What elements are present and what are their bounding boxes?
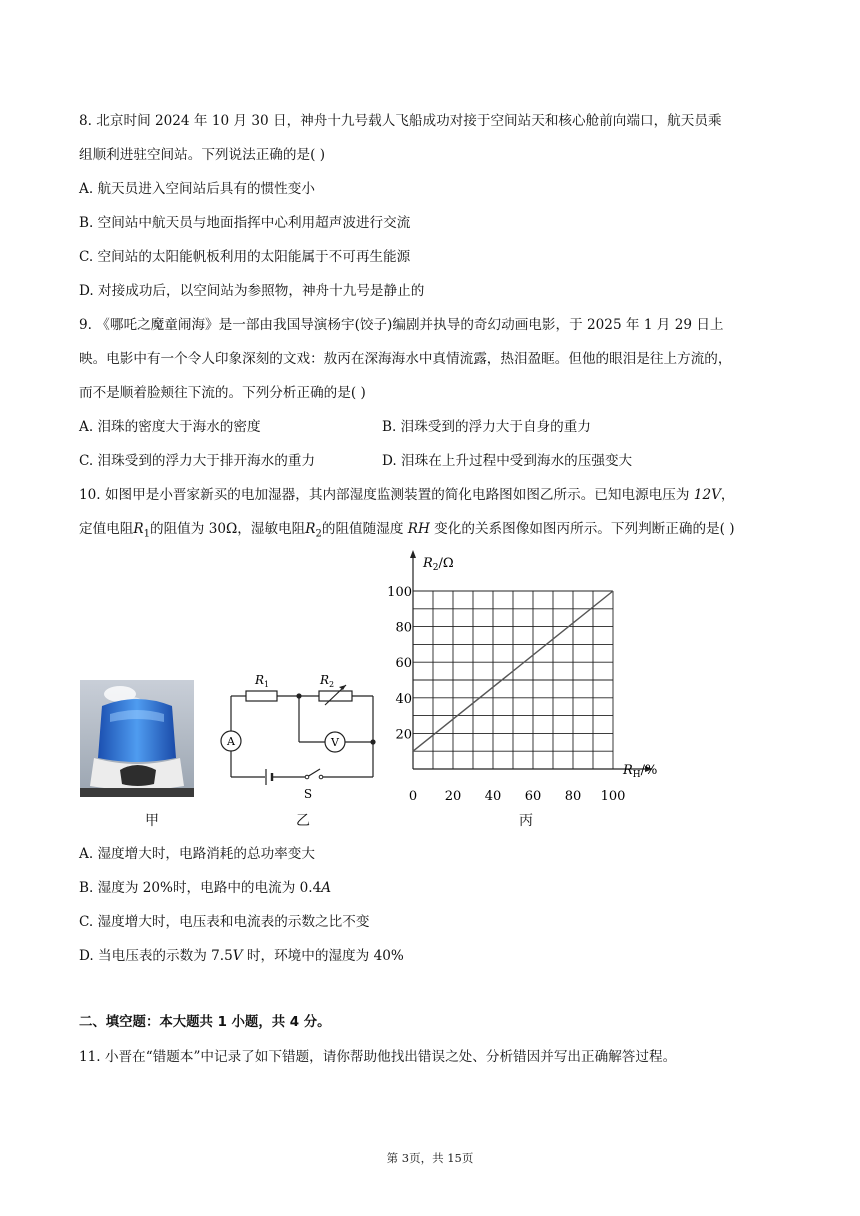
y-tick-label: 100 xyxy=(387,585,412,600)
q8-option-b: B. 空间站中航天员与地面指挥中心利用超声波进行交流 xyxy=(79,215,411,231)
voltmeter-label: V xyxy=(331,736,339,749)
q8-option-d: D. 对接成功后，以空间站为参照物，神舟十九号是静止的 xyxy=(79,283,425,299)
x-axis-label: $R_H/\%$ xyxy=(623,763,658,780)
q10-option-a: A. 湿度增大时，电路消耗的总功率变大 xyxy=(79,846,315,862)
q10-stem-line2: 定值电阻$R_1$的阻值为 30Ω，湿敏电阻$R_2$的阻值随湿度 RH 变化的关系图像如图丙所示。下列判断正确的是( ) xyxy=(79,521,735,540)
y-axis-label: $R_2/\Omega$ xyxy=(423,556,454,573)
chart-axes xyxy=(410,550,653,772)
q9-option-d: D. 泪珠在上升过程中受到海水的压强变大 xyxy=(382,453,633,469)
q10-option-d: D. 当电压表的示数为 7.5V 时，环境中的湿度为 40% xyxy=(79,948,404,964)
q9-option-c: C. 泪珠受到的浮力大于排开海水的重力 xyxy=(79,453,316,469)
switch-label: S xyxy=(303,787,313,801)
q11-stem: 11. 小晋在“错题本”中记录了如下错题，请你帮助他找出错误之处、分析错因并写出正确解答过程。 xyxy=(79,1049,677,1065)
circuit-diagram xyxy=(215,665,385,805)
q10-option-b: B. 湿度为 20%时，电路中的电流为 0.4A xyxy=(79,880,332,896)
x-tick-label: 0 xyxy=(408,789,418,804)
r2-vs-humidity-chart xyxy=(387,550,658,810)
q9-stem-line2: 映。电影中有一个令人印象深刻的文戏：敖丙在深海海水中真情流露，热泪盈眶。但他的眼泪是往上方流的， xyxy=(79,351,732,367)
q10-option-c: C. 湿度增大时，电压表和电流表的示数之比不变 xyxy=(79,914,370,930)
r2-label: $R_2$ xyxy=(320,673,335,689)
y-axis-arrow xyxy=(410,550,416,558)
x-tick-label: 60 xyxy=(524,789,542,804)
figure-caption-yi: 乙 xyxy=(296,813,310,829)
y-tick-label: 20 xyxy=(395,727,412,743)
q8-option-a: A. 航天员进入空间站后具有的惯性变小 xyxy=(79,181,315,197)
q8-option-c: C. 空间站的太阳能帆板利用的太阳能属于不可再生能源 xyxy=(79,249,411,265)
chart-ticks xyxy=(387,585,625,804)
q8-stem-line2: 组顺利进驻空间站。下列说法正确的是( ) xyxy=(79,147,326,163)
y-tick-label: 80 xyxy=(395,620,412,636)
q10-stem-line1: 10. 如图甲是小晋家新买的电加湿器，其内部湿度监测装置的简化电路图如图乙所示。已知电源电压为 12V， xyxy=(79,487,735,503)
q9-stem-line3: 而不是顺着脸颊往下流的。下列分析正确的是( ) xyxy=(79,385,366,401)
x-tick-label: 20 xyxy=(444,789,462,804)
y-tick-label: 40 xyxy=(395,691,412,707)
x-tick-label: 100 xyxy=(600,789,626,804)
humidifier-photo xyxy=(80,680,194,797)
section-heading-fill-blank: 二、填空题：本大题共 1 小题，共 4 分。 xyxy=(79,1015,331,1030)
q9-stem-line1: 9. 《哪吒之魔童闹海》是一部由我国导演杨宇(饺子)编剧并执导的奇幻动画电影，于 2025 年 1 月 29 日上 xyxy=(79,317,724,333)
x-tick-label: 80 xyxy=(564,789,582,804)
r1-label: $R_1$ xyxy=(255,673,270,689)
chart-grid xyxy=(413,591,613,769)
q9-option-a: A. 泪珠的密度大于海水的密度 xyxy=(79,419,261,435)
page-footer: 第 3页，共 15页 xyxy=(386,1151,474,1165)
figure-caption-bing: 丙 xyxy=(519,813,533,829)
x-tick-label: 40 xyxy=(484,789,502,804)
y-tick-label: 60 xyxy=(395,656,412,672)
ammeter-label: A xyxy=(227,735,235,748)
figure-caption-jia: 甲 xyxy=(145,813,159,829)
q8-stem-line1: 8. 北京时间 2024 年 10 月 30 日，神舟十九号载人飞船成功对接于空间站天和核心舱前向端口，航天员乘 xyxy=(79,113,722,129)
q9-option-b: B. 泪珠受到的浮力大于自身的重力 xyxy=(382,419,591,435)
